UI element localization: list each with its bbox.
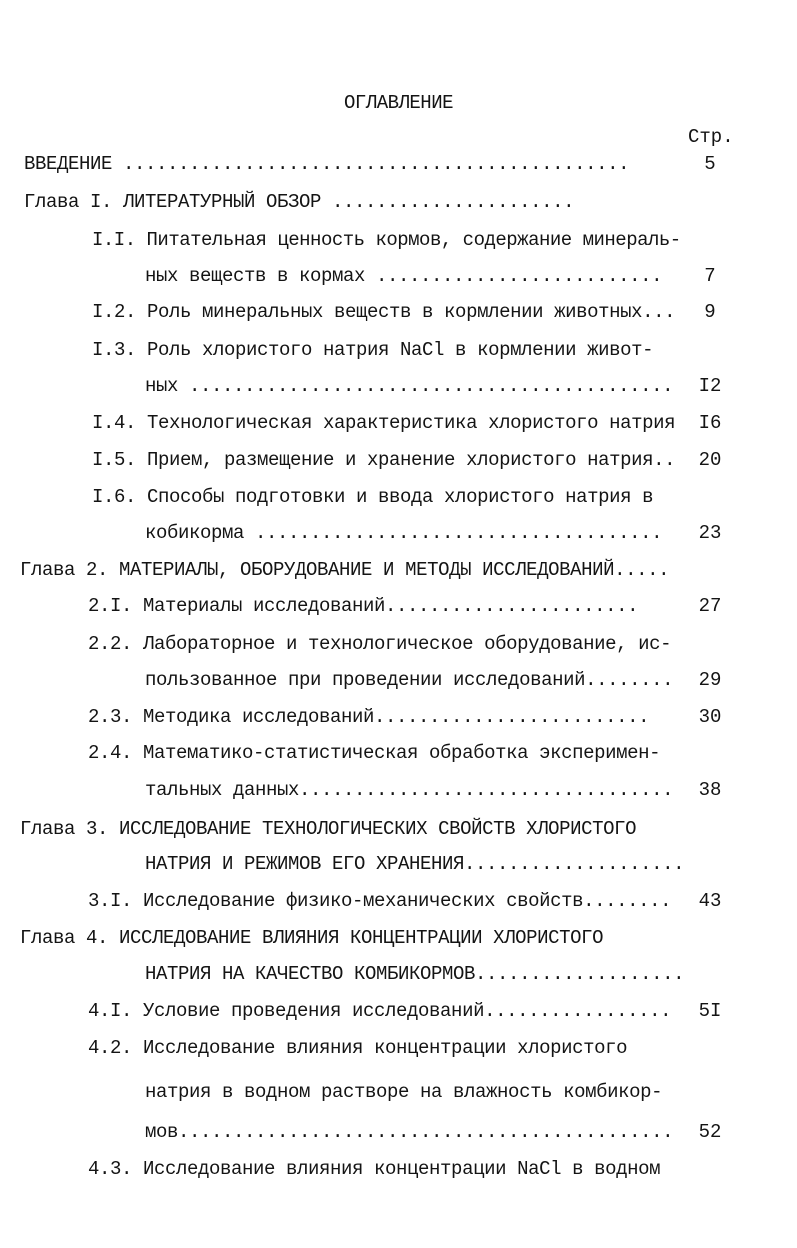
toc-entry-2-4: 2.4. Математико-статистическая обработка эксперимен-	[88, 742, 661, 764]
toc-chapter-3-cont: НАТРИЯ И РЕЖИМОВ ЕГО ХРАНЕНИЯ....................	[145, 853, 685, 875]
toc-chapter-4-cont: НАТРИЯ НА КАЧЕСТВО КОМБИКОРМОВ...................	[145, 963, 685, 985]
toc-entry-1-3: I.3. Роль хлористого натрия NaCl в кормлении живот-	[92, 339, 654, 361]
toc-entry-1-6-cont: кобикорма .....................................	[145, 522, 663, 544]
toc-entry-1-6: I.6. Способы подготовки и ввода хлористого натрия в	[92, 486, 654, 508]
toc-entry-2-1: 2.I. Материалы исследований.......................	[88, 595, 639, 617]
toc-chapter-2: Глава 2. МАТЕРИАЛЫ, ОБОРУДОВАНИЕ И МЕТОДЫ ИССЛЕДОВАНИЙ.....	[20, 559, 670, 581]
toc-page-number: I2	[698, 375, 722, 397]
toc-page-number: 30	[698, 706, 722, 728]
toc-entry-1-2: I.2. Роль минеральных веществ в кормлении животных...	[92, 301, 676, 323]
toc-page-number: 29	[698, 669, 722, 691]
toc-page-number: 20	[698, 449, 722, 471]
toc-entry-4-2-cont2: мов.............................................	[145, 1121, 674, 1143]
toc-entry-2-2-cont: пользованное при проведении исследований........	[145, 669, 674, 691]
toc-page-number: 23	[698, 522, 722, 544]
page-column-header: Стр.	[688, 126, 734, 148]
toc-entry-4-1: 4.I. Условие проведения исследований.................	[88, 1000, 672, 1022]
toc-entry-2-3: 2.3. Методика исследований.........................	[88, 706, 650, 728]
toc-entry-1-1: I.I. Питательная ценность кормов, содержание минераль-	[92, 229, 681, 251]
toc-entry-1-4: I.4. Технологическая характеристика хлористого натрия	[92, 412, 676, 434]
toc-entry-1-5: I.5. Прием, размещение и хранение хлористого натрия..	[92, 449, 676, 471]
toc-entry-1-3-cont: ных ............................................	[145, 375, 674, 397]
toc-page-number: 7	[704, 265, 716, 287]
toc-page-number: 43	[698, 890, 722, 912]
toc-entry-introduction: ВВЕДЕНИЕ ..............................................	[24, 153, 630, 175]
toc-entry-4-2: 4.2. Исследование влияния концентрации хлористого	[88, 1037, 628, 1059]
toc-entry-3-1: 3.I. Исследование физико-механических свойств........	[88, 890, 672, 912]
toc-page-number: 5I	[698, 1000, 722, 1022]
toc-entry-1-1-cont: ных веществ в кормах ..........................	[145, 265, 663, 287]
toc-page-number: 5	[704, 153, 716, 175]
toc-page-number: I6	[698, 412, 722, 434]
toc-page-number: 27	[698, 595, 722, 617]
toc-page-number: 9	[704, 301, 716, 323]
toc-chapter-4: Глава 4. ИССЛЕДОВАНИЕ ВЛИЯНИЯ КОНЦЕНТРАЦИИ ХЛОРИСТОГО	[20, 927, 604, 949]
toc-entry-4-3: 4.3. Исследование влияния концентрации NaCl в водном	[88, 1158, 661, 1180]
page-title: ОГЛАВЛЕНИЕ	[343, 92, 454, 114]
toc-page-number: 52	[698, 1121, 722, 1143]
toc-chapter-3: Глава 3. ИССЛЕДОВАНИЕ ТЕХНОЛОГИЧЕСКИХ СВОЙСТВ ХЛОРИСТОГО	[20, 818, 637, 840]
toc-chapter-1: Глава I. ЛИТЕРАТУРНЫЙ ОБЗОР ......................	[24, 191, 575, 213]
toc-entry-2-4-cont: тальных данных..................................	[145, 779, 674, 801]
toc-entry-4-2-cont: натрия в водном растворе на влажность комбикор-	[145, 1081, 663, 1103]
toc-page-number: 38	[698, 779, 722, 801]
toc-entry-2-2: 2.2. Лабораторное и технологическое оборудование, ис-	[88, 633, 672, 655]
